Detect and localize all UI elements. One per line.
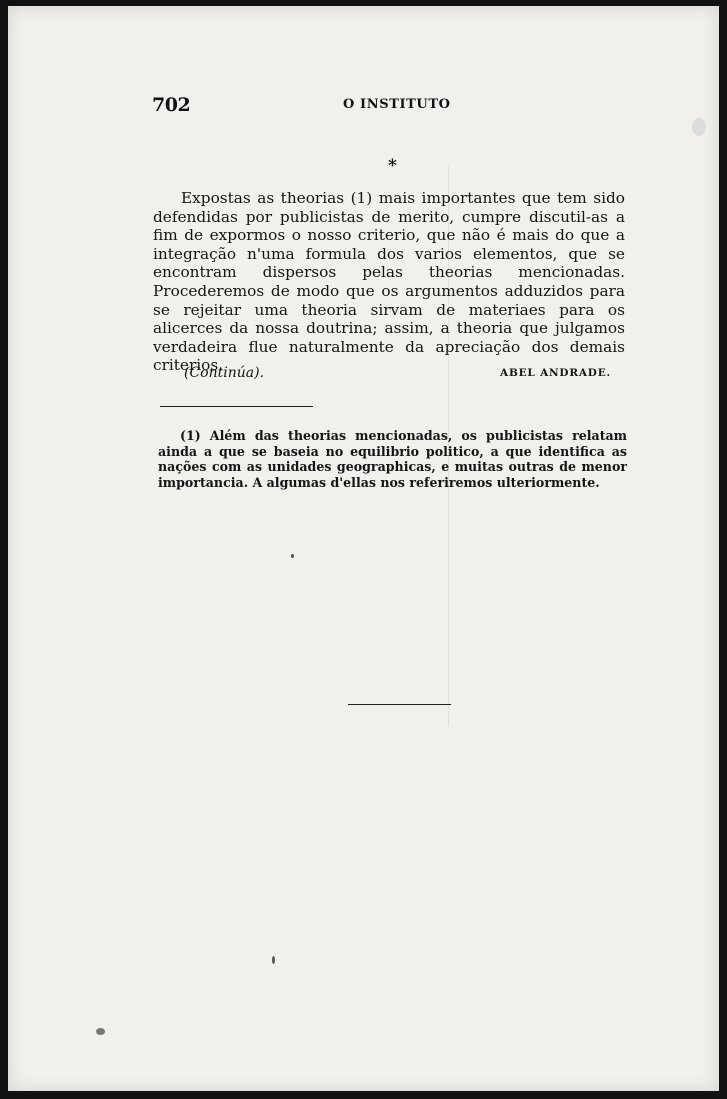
end-rule xyxy=(348,704,451,705)
footnote-divider xyxy=(160,406,313,407)
scanned-page xyxy=(8,6,719,1091)
paper-speck xyxy=(96,1028,105,1035)
paper-speck xyxy=(291,554,294,558)
continuation-note: (Continúa). xyxy=(184,365,265,381)
journal-title: O INSTITUTO xyxy=(343,97,451,112)
page-number: 702 xyxy=(152,94,191,116)
section-asterisk: * xyxy=(388,156,397,176)
footnote-text: (1) Além das theorias mencionadas, os publicistas relatam ainda a que se baseia no equilibrio politico, a que identifica as nações com as unidades geographicas, e muitas outras de menor importancia. A algumas d'ellas nos referiremos ulteriormente. xyxy=(158,428,627,490)
paper-speck xyxy=(272,956,275,964)
running-head xyxy=(8,94,719,118)
author-signature: ABEL ANDRADE. xyxy=(500,367,611,379)
body-paragraph: Expostas as theorias (1) mais importantes que tem sido defendidas por publicistas de merito, cumpre discutil-as a fim de expormos o nosso criterio, que não é mais do que a integração n'uma formula dos varios elementos, que se encontram dispersos pelas theorias mencionadas. Procederemos de modo que os argumentos adduzidos para se rejeitar uma theoria sirvam de materiaes para os alicerces da nossa doutrina; assim, a theoria que julgamos verdadeira flue naturalmente da apreciação dos demais criterios. xyxy=(153,189,625,375)
paper-speck xyxy=(692,118,706,136)
